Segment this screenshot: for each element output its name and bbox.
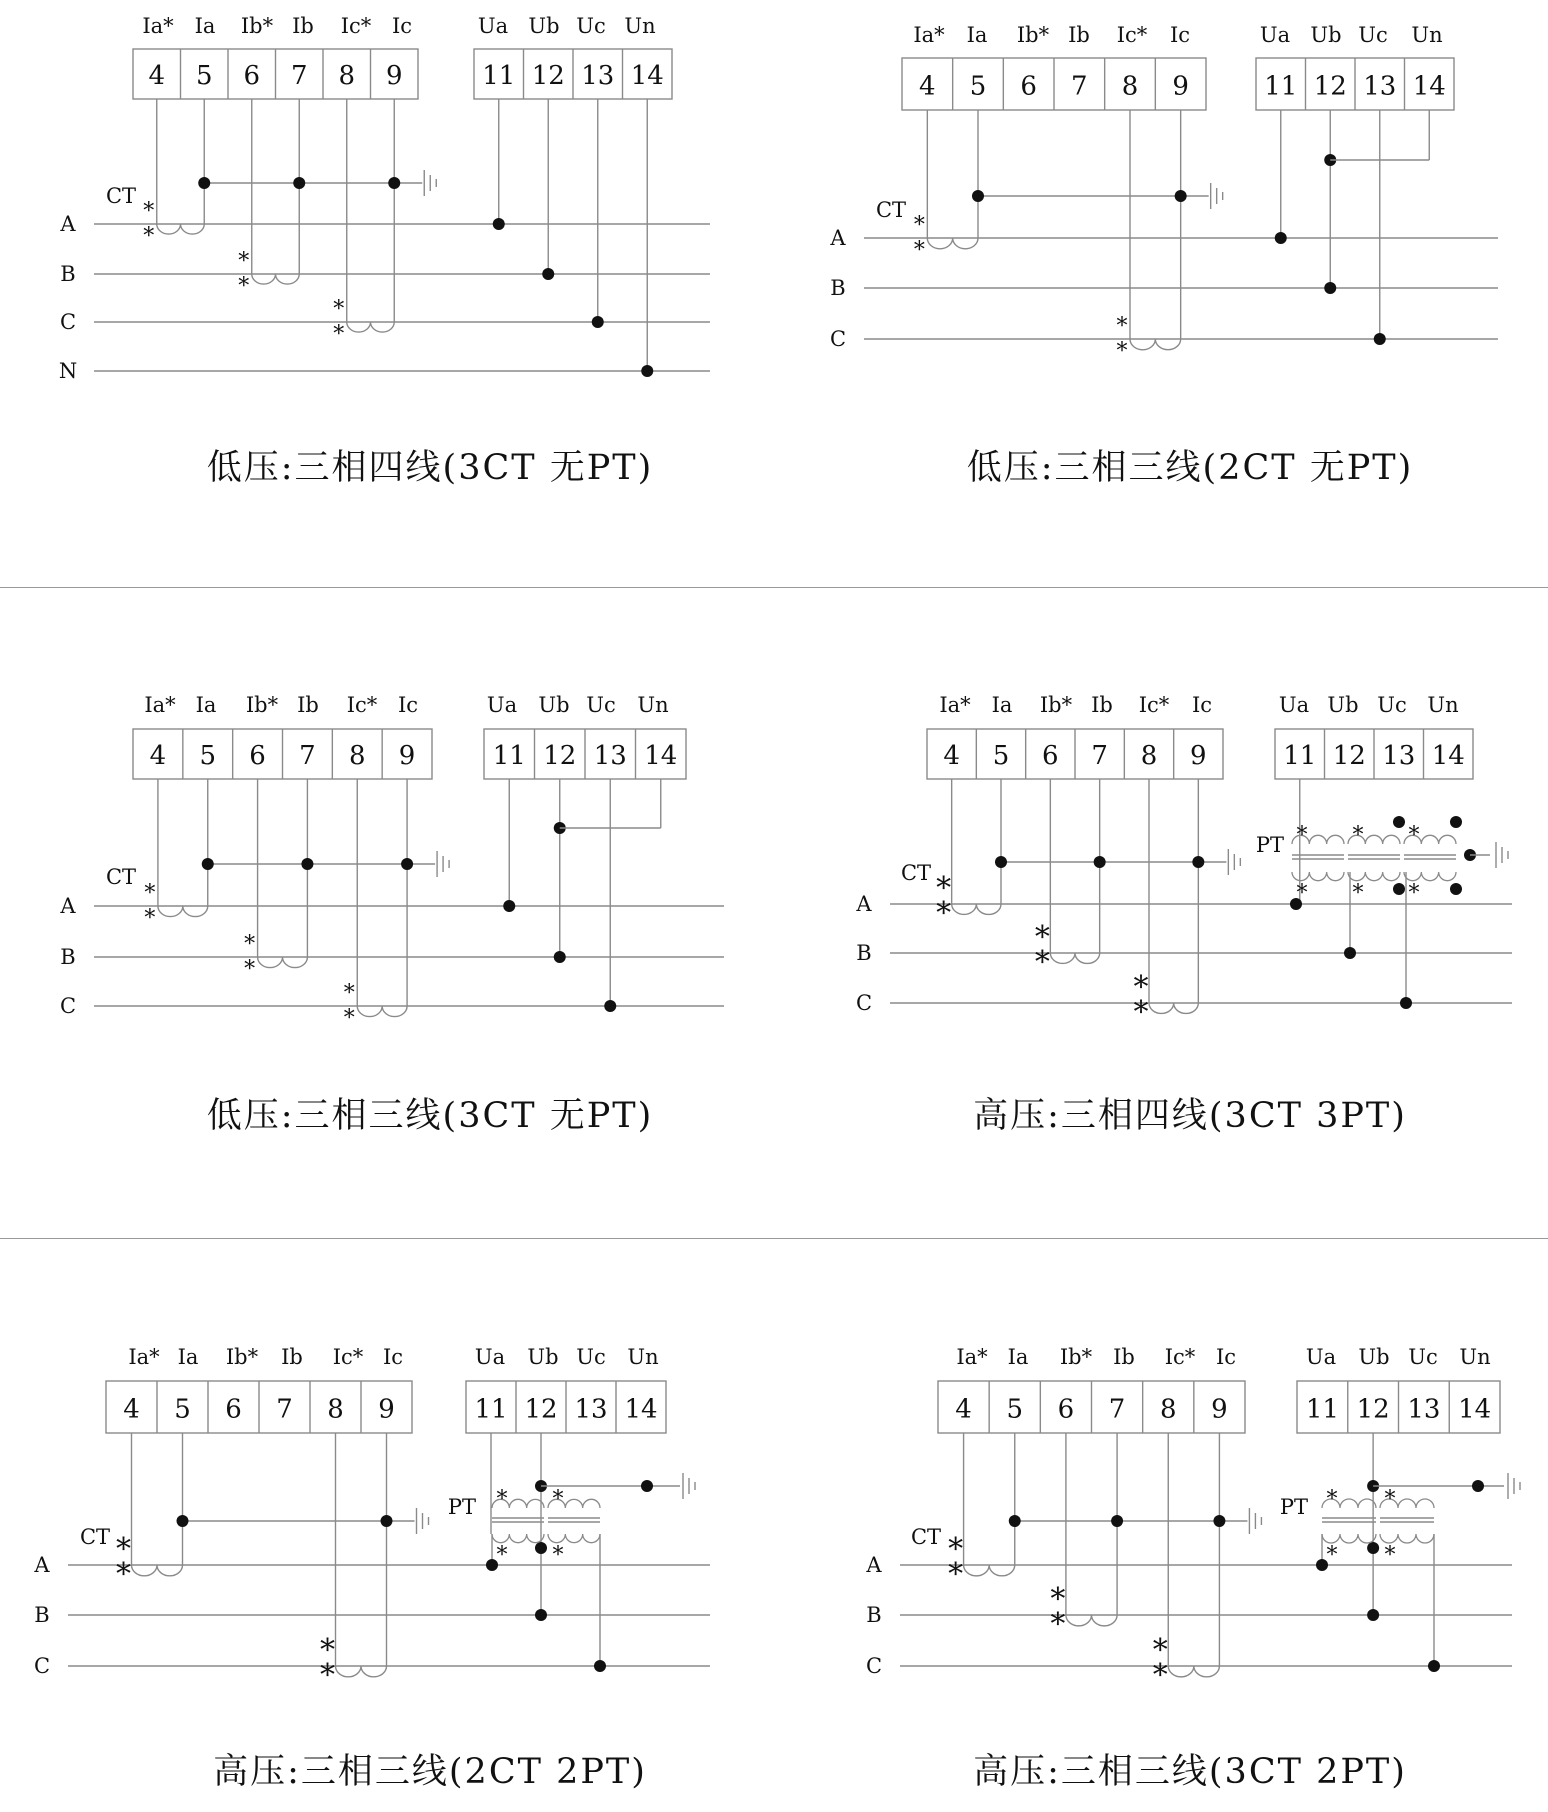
polarity-mark: * — [244, 957, 256, 982]
terminal-header: Ub — [527, 1345, 559, 1369]
polarity-mark: * — [496, 1487, 508, 1512]
ct-coil — [1168, 1666, 1219, 1677]
polarity-mark: * — [116, 1532, 131, 1567]
bus-junction-dot — [301, 858, 313, 870]
polarity-mark: * — [144, 906, 156, 931]
divider-row-1 — [0, 587, 1548, 588]
terminal-number: 8 — [1140, 741, 1158, 771]
terminal-header: Ub — [528, 14, 560, 38]
terminal-header: Un — [624, 14, 656, 38]
terminal-number: 5 — [1006, 1394, 1024, 1425]
terminal-number: 4 — [955, 1394, 972, 1425]
phase-label: A — [866, 1553, 882, 1577]
pt-coil — [1348, 872, 1400, 881]
polarity-mark: * — [1352, 823, 1364, 848]
terminal-header: Ib* — [240, 14, 274, 38]
phase-label: C — [829, 327, 847, 351]
terminal-number: 5 — [992, 741, 1010, 771]
polarity-mark: * — [238, 249, 250, 274]
terminal-header: Ib — [292, 14, 314, 38]
ct-coil — [927, 238, 978, 249]
terminal-number: 7 — [299, 741, 316, 771]
caption-diagram-4: 高压:三相四线(3CT 3PT) — [973, 1096, 1407, 1136]
terminal-number: 6 — [225, 1394, 242, 1425]
phase-label: C — [865, 1654, 883, 1678]
terminal-number: 12 — [1356, 1394, 1390, 1425]
polarity-mark: * — [936, 871, 952, 906]
ct-coil — [357, 1006, 407, 1017]
terminal-header: Ic* — [346, 693, 378, 717]
terminal-header: Ic — [1169, 23, 1191, 47]
bus-junction-dot — [1192, 856, 1204, 868]
polarity-mark: * — [496, 1543, 508, 1568]
terminal-header: Ia* — [144, 693, 176, 717]
terminal-header: Uc — [586, 693, 616, 717]
polarity-mark: * — [1352, 881, 1364, 906]
terminal-number: 6 — [1020, 71, 1037, 102]
terminal-number: 6 — [249, 741, 266, 771]
phase-label: B — [830, 276, 846, 300]
polarity-mark: * — [238, 274, 250, 299]
ct-coil — [132, 1565, 183, 1576]
polarity-mark: * — [1326, 1543, 1338, 1568]
caption-diagram-3: 低压:三相三线(3CT 无PT) — [206, 1096, 654, 1136]
terminal-header: Ic* — [1138, 693, 1170, 717]
polarity-mark: * — [116, 1557, 131, 1592]
terminal-header: Ia* — [913, 23, 945, 47]
terminal-number: 14 — [644, 741, 678, 771]
terminal-number: 7 — [1071, 71, 1088, 102]
terminal-number: 12 — [524, 1394, 558, 1425]
polarity-mark: * — [244, 932, 256, 957]
phase-label: A — [60, 212, 76, 236]
terminal-number: 8 — [1159, 1394, 1177, 1425]
terminal-header: Ia* — [939, 693, 971, 717]
voltage-junction-dot — [535, 1609, 547, 1621]
terminal-number: 8 — [338, 61, 356, 91]
voltage-junction-dot — [1472, 1480, 1484, 1492]
terminal-header: Ua — [1278, 693, 1310, 717]
terminal-header: Ic — [391, 14, 413, 38]
terminal-header: Ia* — [142, 14, 174, 38]
terminal-number: 9 — [1190, 741, 1207, 771]
polarity-mark: * — [1152, 1658, 1168, 1693]
terminal-header: Un — [1411, 23, 1443, 47]
terminal-number: 11 — [1305, 1394, 1339, 1425]
ct-coil — [157, 224, 205, 234]
voltage-junction-dot — [592, 316, 604, 328]
caption-diagram-5: 高压:三相三线(2CT 2PT) — [213, 1752, 647, 1792]
phase-label: A — [34, 1553, 50, 1577]
terminal-number: 4 — [919, 71, 936, 102]
polarity-mark: * — [913, 213, 925, 238]
phase-label: A — [60, 894, 76, 918]
ct-coil — [1066, 1615, 1117, 1626]
terminal-header: Ua — [1259, 23, 1291, 47]
voltage-junction-dot — [535, 1542, 547, 1554]
polarity-mark: * — [1384, 1487, 1396, 1512]
terminal-number: 13 — [593, 741, 627, 771]
terminal-header: Ib — [297, 693, 319, 717]
pt-coil — [1380, 1534, 1434, 1543]
polarity-mark: * — [1050, 1607, 1066, 1642]
polarity-mark: * — [320, 1658, 335, 1693]
voltage-junction-dot — [1393, 816, 1405, 828]
terminal-number: 5 — [199, 741, 217, 771]
ct-coil — [252, 274, 300, 284]
terminal-number: 9 — [385, 61, 403, 91]
polarity-mark: * — [333, 322, 345, 347]
ct-label: CT — [105, 184, 137, 208]
ct-label: CT — [79, 1525, 111, 1549]
voltage-junction-dot — [542, 268, 554, 280]
polarity-mark: * — [1034, 945, 1050, 980]
terminal-number: 14 — [630, 61, 664, 91]
ct-label: CT — [875, 198, 907, 222]
terminal-header: Un — [1459, 1345, 1491, 1369]
voltage-junction-dot — [1275, 232, 1287, 244]
terminal-number: 6 — [1042, 741, 1059, 771]
polarity-mark: * — [1296, 823, 1308, 848]
polarity-mark: * — [948, 1557, 964, 1592]
voltage-junction-dot — [493, 218, 505, 230]
terminal-number: 12 — [1332, 741, 1366, 771]
polarity-mark: * — [333, 297, 345, 322]
terminal-header: Uc — [576, 14, 606, 38]
caption-diagram-2: 低压:三相三线(2CT 无PT) — [966, 448, 1414, 488]
polarity-mark: * — [1133, 995, 1149, 1030]
bus-junction-dot — [1213, 1515, 1225, 1527]
terminal-header: Ic* — [1164, 1345, 1196, 1369]
terminal-header: Uc — [1408, 1345, 1438, 1369]
terminal-number: 8 — [1121, 71, 1139, 102]
bus-junction-dot — [1175, 190, 1187, 202]
voltage-junction-dot — [594, 1660, 606, 1672]
terminal-header: Uc — [576, 1345, 606, 1369]
terminal-number: 9 — [378, 1394, 395, 1425]
terminal-number: 5 — [195, 61, 213, 91]
ct-coil — [1130, 339, 1181, 350]
terminal-number: 13 — [1382, 741, 1416, 771]
diagram-2 — [829, 23, 1498, 364]
terminal-header: Ia — [195, 693, 217, 717]
phase-label: C — [59, 310, 77, 334]
ct-coil — [952, 904, 1001, 914]
terminal-header: Un — [627, 1345, 659, 1369]
terminal-number: 12 — [543, 741, 577, 771]
terminal-number: 4 — [148, 61, 166, 91]
polarity-mark: * — [1133, 970, 1149, 1005]
terminal-number: 12 — [1313, 71, 1347, 102]
terminal-header: Ub — [538, 693, 570, 717]
polarity-mark: * — [144, 881, 156, 906]
terminal-number: 6 — [243, 61, 261, 91]
phase-label: A — [830, 226, 846, 250]
terminal-header: Ib — [1113, 1345, 1135, 1369]
terminal-number: 14 — [1412, 71, 1446, 102]
terminal-header: Ia — [991, 693, 1013, 717]
ct-coil — [1149, 1003, 1198, 1013]
polarity-mark: * — [143, 224, 155, 249]
pt-coil — [1322, 1534, 1376, 1543]
terminal-header: Ub — [1358, 1345, 1390, 1369]
terminal-header: Ic — [1215, 1345, 1237, 1369]
terminal-header: Ia* — [128, 1345, 160, 1369]
terminal-number: 14 — [624, 1394, 658, 1425]
terminal-header: Ua — [474, 1345, 506, 1369]
terminal-header: Ic — [1191, 693, 1213, 717]
terminal-number: 8 — [348, 741, 366, 771]
voltage-junction-dot — [1367, 1542, 1379, 1554]
diagram-6 — [865, 1345, 1520, 1693]
terminal-number: 13 — [581, 61, 615, 91]
polarity-mark: * — [143, 199, 155, 224]
pt-coil — [1404, 872, 1456, 881]
terminal-header: Ic — [382, 1345, 404, 1369]
polarity-mark: * — [936, 896, 952, 931]
terminal-header: Un — [637, 693, 669, 717]
voltage-junction-dot — [1450, 883, 1462, 895]
phase-label: C — [33, 1654, 51, 1678]
terminal-header: Ib — [1068, 23, 1090, 47]
terminal-header: Ia — [177, 1345, 199, 1369]
terminal-header: Ub — [1310, 23, 1342, 47]
terminal-header: Ib — [281, 1345, 303, 1369]
ct-label: CT — [105, 865, 137, 889]
diagram-4 — [855, 693, 1512, 1030]
phase-label: B — [60, 262, 76, 286]
bus-junction-dot — [202, 858, 214, 870]
caption-diagram-1: 低压:三相四线(3CT 无PT) — [206, 448, 654, 488]
pt-label: PT — [1279, 1495, 1309, 1519]
terminal-header: Ia — [966, 23, 988, 47]
polarity-mark: * — [1408, 881, 1420, 906]
ct-coil — [336, 1666, 387, 1677]
ct-label: CT — [900, 861, 932, 885]
phase-label: B — [34, 1603, 50, 1627]
terminal-number: 13 — [1407, 1394, 1441, 1425]
diagram-1 — [59, 14, 710, 383]
bus-junction-dot — [995, 856, 1007, 868]
terminal-number: 9 — [1172, 71, 1189, 102]
phase-label: C — [855, 991, 873, 1015]
polarity-mark: * — [1326, 1487, 1338, 1512]
polarity-mark: * — [1034, 920, 1050, 955]
polarity-mark: * — [552, 1543, 564, 1568]
bus-junction-dot — [1009, 1515, 1021, 1527]
terminal-header: Ua — [486, 693, 518, 717]
terminal-header: Un — [1427, 693, 1459, 717]
voltage-junction-dot — [641, 1480, 653, 1492]
ct-coil — [964, 1565, 1015, 1576]
polarity-mark: * — [1408, 823, 1420, 848]
caption-diagram-6: 高压:三相三线(3CT 2PT) — [973, 1752, 1407, 1792]
terminal-number: 14 — [1431, 741, 1465, 771]
pt-label: PT — [447, 1495, 477, 1519]
polarity-mark: * — [1384, 1543, 1396, 1568]
terminal-number: 7 — [1108, 1394, 1126, 1425]
terminal-header: Ib* — [1039, 693, 1073, 717]
voltage-junction-dot — [1344, 947, 1356, 959]
polarity-mark: * — [1296, 881, 1308, 906]
voltage-junction-dot — [554, 951, 566, 963]
terminal-number: 12 — [531, 61, 565, 91]
terminal-header: Ic* — [1116, 23, 1148, 47]
terminal-header: Ia — [194, 14, 216, 38]
terminal-number: 11 — [1283, 741, 1317, 771]
terminal-number: 13 — [1363, 71, 1397, 102]
bus-junction-dot — [1094, 856, 1106, 868]
polarity-mark: * — [1050, 1582, 1066, 1617]
pt-coil — [548, 1534, 600, 1543]
terminal-number: 13 — [574, 1394, 608, 1425]
terminal-header: Ib* — [1016, 23, 1050, 47]
voltage-junction-dot — [604, 1000, 616, 1012]
polarity-mark: * — [320, 1633, 335, 1668]
polarity-mark: * — [1152, 1633, 1168, 1668]
voltage-junction-dot — [1450, 816, 1462, 828]
bus-junction-dot — [972, 190, 984, 202]
voltage-junction-dot — [1367, 1609, 1379, 1621]
phase-label: B — [60, 945, 76, 969]
pt-coil — [492, 1534, 544, 1543]
polarity-mark: * — [913, 238, 925, 263]
phase-label: N — [58, 359, 78, 383]
terminal-number: 5 — [969, 71, 987, 102]
voltage-junction-dot — [1393, 883, 1405, 895]
polarity-mark: * — [1116, 314, 1128, 339]
diagram-3 — [59, 693, 724, 1031]
terminal-header: Ib* — [245, 693, 279, 717]
terminal-number: 4 — [123, 1394, 140, 1425]
terminal-number: 7 — [290, 61, 308, 91]
terminal-number: 14 — [1458, 1394, 1492, 1425]
voltage-junction-dot — [1428, 1660, 1440, 1672]
bus-junction-dot — [177, 1515, 189, 1527]
terminal-header: Ib* — [1059, 1345, 1093, 1369]
ct-coil — [158, 906, 208, 917]
terminal-number: 11 — [492, 741, 526, 771]
polarity-mark: * — [948, 1532, 964, 1567]
phase-label: B — [856, 941, 872, 965]
bus-junction-dot — [293, 177, 305, 189]
polarity-mark: * — [343, 981, 355, 1006]
ct-coil — [258, 957, 308, 968]
phase-label: B — [866, 1603, 882, 1627]
terminal-number: 7 — [1091, 741, 1108, 771]
terminal-header: Ic — [397, 693, 419, 717]
bus-junction-dot — [388, 177, 400, 189]
polarity-mark: * — [343, 1006, 355, 1031]
terminal-header: Ib — [1091, 693, 1113, 717]
diagram-5 — [33, 1345, 710, 1693]
polarity-mark: * — [1116, 339, 1128, 364]
divider-row-2 — [0, 1238, 1548, 1239]
phase-label: C — [59, 994, 77, 1018]
terminal-header: Ub — [1327, 693, 1359, 717]
phase-label: A — [856, 892, 872, 916]
terminal-number: 11 — [1264, 71, 1298, 102]
voltage-junction-dot — [641, 365, 653, 377]
terminal-header: Ua — [1305, 1345, 1337, 1369]
bus-junction-dot — [198, 177, 210, 189]
voltage-junction-dot — [503, 900, 515, 912]
terminal-header: Ia* — [956, 1345, 988, 1369]
terminal-header: Uc — [1377, 693, 1407, 717]
terminal-header: Ic* — [332, 1345, 364, 1369]
bus-junction-dot — [1111, 1515, 1123, 1527]
terminal-number: 8 — [327, 1394, 344, 1425]
voltage-junction-dot — [1374, 333, 1386, 345]
polarity-mark: * — [552, 1487, 564, 1512]
terminal-number: 4 — [149, 741, 167, 771]
terminal-number: 11 — [482, 61, 516, 91]
voltage-junction-dot — [1324, 282, 1336, 294]
terminal-header: Ua — [477, 14, 509, 38]
bus-junction-dot — [381, 1515, 393, 1527]
terminal-number: 4 — [943, 741, 960, 771]
terminal-number: 11 — [474, 1394, 508, 1425]
terminal-header: Uc — [1358, 23, 1388, 47]
voltage-junction-dot — [1400, 997, 1412, 1009]
terminal-number: 9 — [398, 741, 416, 771]
terminal-number: 5 — [174, 1394, 191, 1425]
terminal-number: 9 — [1211, 1394, 1228, 1425]
terminal-number: 6 — [1057, 1394, 1075, 1425]
terminal-number: 7 — [276, 1394, 293, 1425]
bus-junction-dot — [401, 858, 413, 870]
terminal-header: Ia — [1007, 1345, 1029, 1369]
ct-coil — [1050, 953, 1099, 963]
terminal-header: Ic* — [340, 14, 372, 38]
ct-coil — [347, 322, 395, 332]
pt-label: PT — [1255, 833, 1285, 857]
terminal-header: Ib* — [225, 1345, 259, 1369]
ct-label: CT — [910, 1525, 942, 1549]
